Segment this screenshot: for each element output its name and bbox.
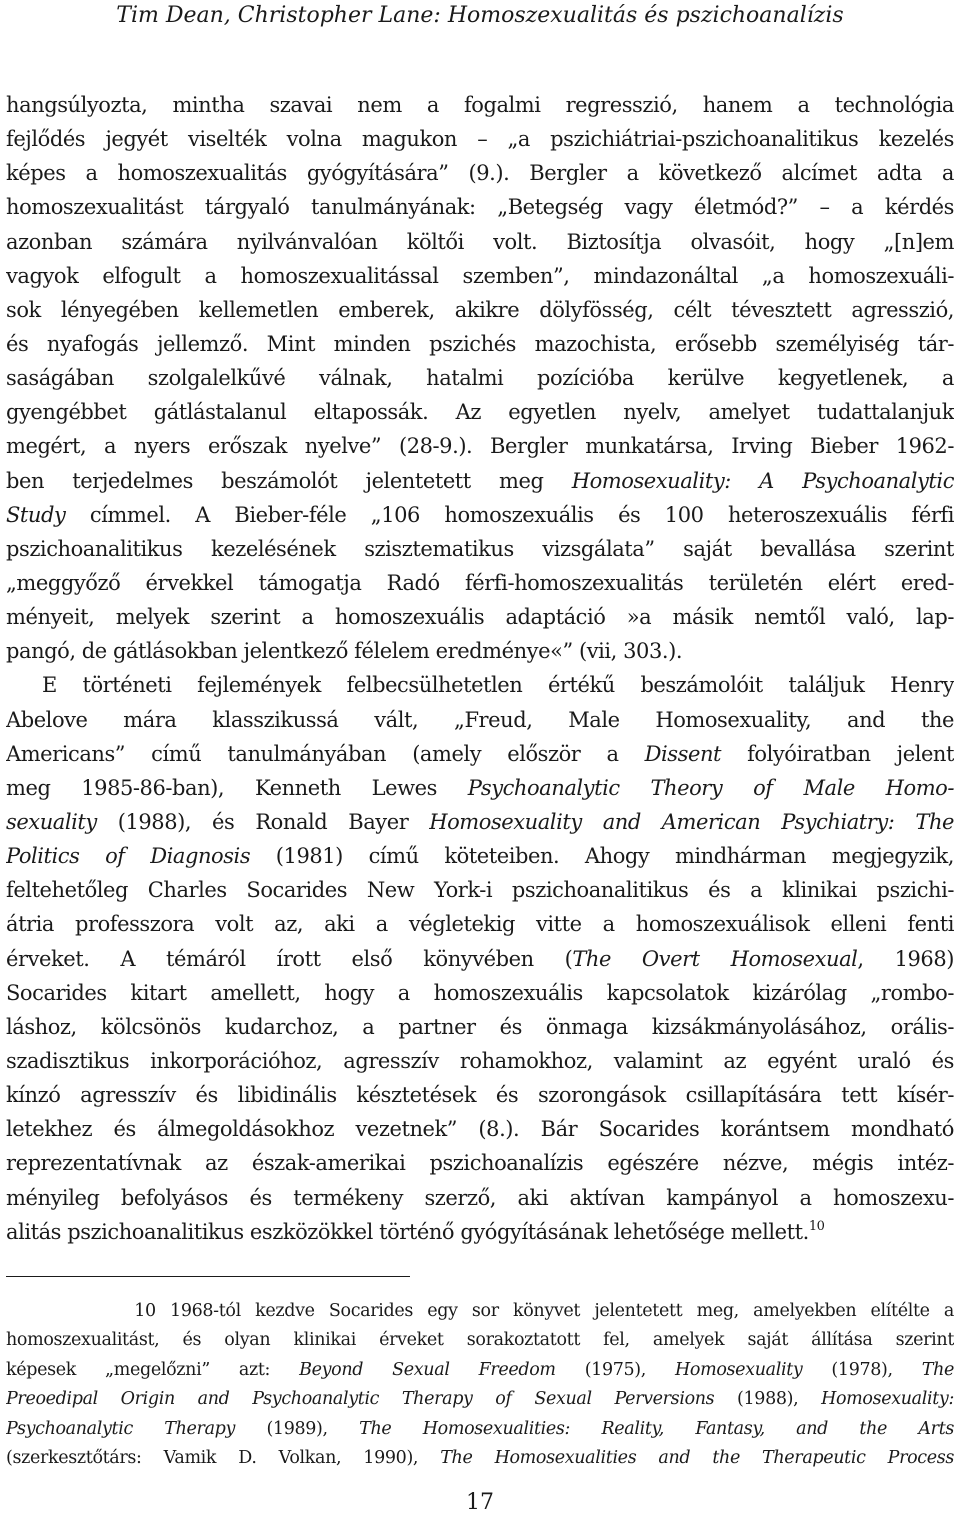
italic-title: Psychoanalytic Theory of Male Homo- xyxy=(467,775,954,800)
italic-title: Politics of Diagnosis xyxy=(6,844,251,869)
footnote-line xyxy=(6,1297,954,1326)
body-line xyxy=(6,1044,954,1078)
italic-title: The Homosexualities: Reality, Fantasy, and the Arts xyxy=(359,1418,954,1439)
text-run: reprezentatívnak az észak-amerikai pszichoanalízis egészére nézve, mégis intéz- xyxy=(6,1151,954,1176)
text-run: (1975), xyxy=(555,1359,676,1380)
body-line xyxy=(6,942,954,976)
body-line xyxy=(6,259,954,293)
text-run: érveket. A témáról írott első könyvében ( xyxy=(6,946,573,971)
text-run: vagyok elfogult a homoszexualitással szemben”, mindazonáltal „a homoszexuáli- xyxy=(6,263,954,288)
italic-title: Beyond Sexual Freedom xyxy=(299,1359,556,1380)
italic-title: Homosexuality: A Psychoanalytic xyxy=(571,468,954,493)
text-run: , 1968) xyxy=(857,946,954,971)
text-run: azonban számára nyilvánvalóan költői volt. Biztosítja olvasóit, hogy „[n]em xyxy=(6,229,954,254)
text-run: feltehetőleg Charles Socarides New York-i pszichoanalitikus és a klinikai pszichi- xyxy=(6,878,954,903)
italic-title: Preoedipal Origin and Psychoanalytic Therapy of Sexual Perversions xyxy=(6,1389,715,1410)
text-run: Americans” című tanulmányában (amely először a xyxy=(6,741,645,766)
body-line xyxy=(6,464,954,498)
text-run: 1968-tól kezdve Socarides egy sor könyvet jelentetett meg, amelyekben elítélte a xyxy=(155,1301,954,1321)
text-run: alitás pszichoanalitikus eszközökkel történő gyógyításának lehetősége mellett. xyxy=(6,1219,809,1244)
italic-title: sexuality xyxy=(6,809,97,834)
text-run: meg 1985-86-ban), Kenneth Lewes xyxy=(6,775,468,800)
footnote-line xyxy=(6,1444,954,1473)
body-line xyxy=(6,839,954,873)
footnote-line xyxy=(6,1415,954,1444)
text-run: „meggyőző érvekkel támogatja Radó férfi-homoszexualitás területén elért ered- xyxy=(6,570,954,595)
body-line xyxy=(6,873,954,907)
body-line xyxy=(6,1010,954,1044)
body-line xyxy=(6,498,954,532)
italic-title: Dissent xyxy=(644,741,722,766)
text-run: gyengébbet gátlástalanul eltapossák. Az egyetlen nyelv, amelyet tudattalanjuk xyxy=(6,400,954,425)
text-run: (1988), xyxy=(714,1389,822,1410)
text-run: hangsúlyozta, mintha szavai nem a fogalmi regresszió, hanem a technológia xyxy=(6,93,954,117)
italic-title: Study xyxy=(6,502,66,527)
footnote-line xyxy=(6,1385,954,1414)
body-line xyxy=(6,361,954,395)
text-run: szadisztikus inkorporációhoz, agresszív rohamokhoz, valamint az egyént uraló és xyxy=(6,1048,954,1073)
body-line xyxy=(6,907,954,941)
text-run: homoszexualitást, és olyan klinikai érveket sorakoztatott fel, amelyek saját állítása szerint xyxy=(6,1330,954,1351)
footnote xyxy=(6,1297,954,1473)
body-line xyxy=(6,1078,954,1112)
body-line xyxy=(6,429,954,463)
italic-title: Homosexuality xyxy=(675,1359,803,1380)
text-run: (1978), xyxy=(802,1359,922,1380)
body-line xyxy=(6,395,954,429)
text-run: képesek „megelőzni” azt: xyxy=(6,1359,300,1380)
text-run: ben terjedelmes beszámolót jelentetett meg xyxy=(6,468,572,493)
text-run: (szerkesztőtárs: Vamik D. Volkan, 1990), xyxy=(6,1447,441,1468)
footnote-reference: 10 xyxy=(808,1218,825,1234)
text-run: címmel. A Bieber-féle „106 homoszexuális és 100 heteroszexuális férfi xyxy=(65,502,954,527)
text-run: láshoz, kölcsönös kudarchoz, a partner és önmaga kizsákmányolásához, orális- xyxy=(6,1014,954,1039)
text-run: folyóiratban jelent xyxy=(721,741,954,766)
body-line xyxy=(6,805,954,839)
footnote-divider xyxy=(6,1276,410,1277)
body-line xyxy=(6,634,954,668)
body-line xyxy=(6,737,954,771)
text-run: képes a homoszexualitás gyógyítására” (9.). Bergler a következő alcímet adta a xyxy=(6,161,954,186)
body-line xyxy=(6,566,954,600)
body-line xyxy=(6,600,954,634)
text-run: Socarides kitart amellett, hogy a homoszexuális kapcsolatok kizárólag „rombo- xyxy=(6,980,954,1005)
text-run: átria professzora volt az, aki a végletekig vitte a homoszexuálisok elleni fenti xyxy=(6,912,954,937)
text-run: ményeit, melyek szerint a homoszexuális adaptáció »a másik nemtől való, lap- xyxy=(6,605,954,630)
italic-title: The Overt Homosexual xyxy=(572,946,858,971)
footnote-line xyxy=(6,1326,954,1355)
body-line xyxy=(6,771,954,805)
italic-title: Psychoanalytic Therapy xyxy=(6,1418,236,1439)
text-run: pszichoanalitikus kezelésének szisztematikus vizsgálata” saját bevallása szerint xyxy=(6,536,954,561)
text-run: kínzó agresszív és libidinális késztetések és szorongások csillapítására tett kísér- xyxy=(6,1083,954,1108)
body-line xyxy=(6,532,954,566)
text-run: homoszexualitást tárgyaló tanulmányának: „Betegség vagy életmód?” – a kérdés xyxy=(6,195,954,220)
text-run: (1989), xyxy=(235,1418,360,1439)
text-run: saságában szolgalelkűvé válnak, hatalmi pozícióba kerülve kegyetlenek, a xyxy=(6,366,954,391)
text-run: Abelove mára klasszikussá vált, „Freud, Male Homosexuality, and the xyxy=(6,707,954,732)
page-number: 17 xyxy=(466,1490,494,1515)
body-line xyxy=(6,668,954,702)
text-run: ményileg befolyásos és termékeny szerző, aki aktívan kampányol a homoszexu- xyxy=(6,1185,954,1210)
body-line xyxy=(6,327,954,361)
italic-title: The xyxy=(921,1359,954,1380)
body-line xyxy=(6,156,954,190)
italic-title: Homosexuality and American Psychiatry: The xyxy=(429,809,954,834)
body-line xyxy=(6,1112,954,1146)
body-line xyxy=(6,703,954,737)
text-run: E történeti fejlemények felbecsülhetetlen értékű beszámolóit találjuk Henry xyxy=(42,673,954,698)
text-run: pangó, de gátlásokban jelentkező félelem eredménye«” (vii, 303.). xyxy=(6,639,683,664)
body-line xyxy=(6,1215,954,1249)
body-line xyxy=(6,293,954,327)
text-run: sok lényegében kellemetlen emberek, akikre dölyfösség, célt tévesztett agresszió, xyxy=(6,297,954,322)
text-run: fejlődés jegyét viselték volna magukon – „a pszichiátriai-pszichoanalitikus kezelés xyxy=(6,127,954,152)
italic-title: The Homosexualities and the Therapeutic Process xyxy=(440,1447,954,1468)
footnote-number: 10 xyxy=(6,1301,156,1321)
italic-title: Homosexuality: xyxy=(821,1389,954,1410)
text-run: és nyafogás jellemző. Mint minden pszichés mazochista, erősebb személyiség tár- xyxy=(6,331,954,356)
running-head: Tim Dean, Christopher Lane: Homoszexualitás és pszichoanalízis xyxy=(116,3,844,28)
body-line xyxy=(6,1146,954,1180)
body-line xyxy=(6,976,954,1010)
body-line xyxy=(6,88,954,122)
text-run: letekhez és álmegoldásokhoz vezetnek” (8.). Bár Socarides korántsem mondható xyxy=(6,1117,954,1142)
text-run: (1988), és Ronald Bayer xyxy=(96,809,430,834)
body-line xyxy=(6,1181,954,1215)
body-line xyxy=(6,225,954,259)
body-text xyxy=(6,88,954,1249)
text-run: megért, a nyers erőszak nyelve” (28-9.). Bergler munkatársa, Irving Bieber 1962- xyxy=(6,434,954,459)
footnote-line xyxy=(6,1356,954,1385)
text-run: (1981) című köteteiben. Ahogy mindhárman megjegyzik, xyxy=(250,844,954,869)
body-line xyxy=(6,122,954,156)
body-line xyxy=(6,190,954,224)
